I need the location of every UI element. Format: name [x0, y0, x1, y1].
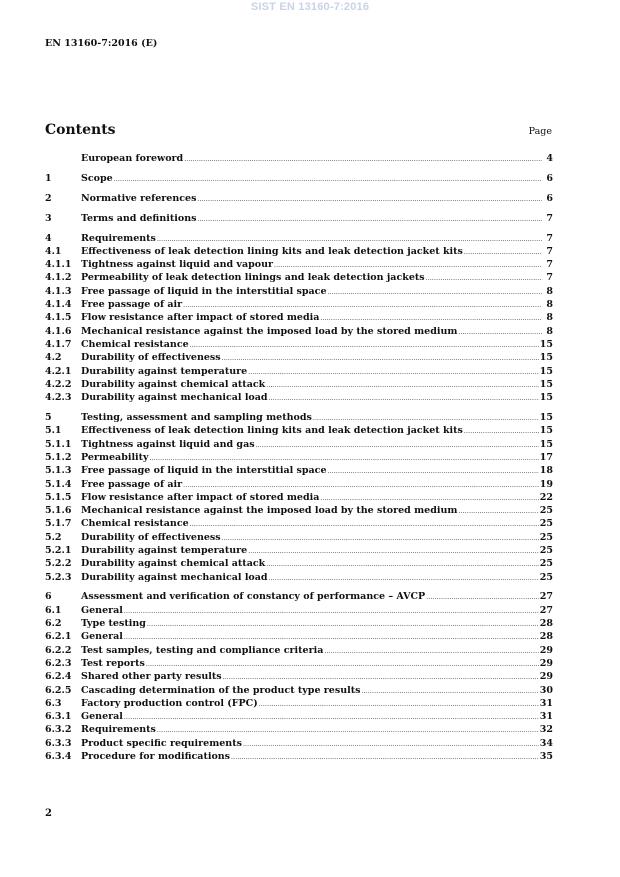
toc-entry-page: 15 — [539, 338, 553, 350]
toc-dot-leader — [146, 661, 539, 668]
toc-dot-leader — [222, 355, 539, 362]
toc-entry-page: 7 — [546, 272, 553, 284]
toc-entry-page: 15 — [539, 365, 553, 377]
toc-entry-title: Chemical resistance — [81, 518, 189, 530]
toc-entry-number: 5.1.3 — [45, 465, 72, 477]
toc-entry-title: Free passage of liquid in the interstitial space — [81, 285, 327, 297]
toc-entry-title: General — [81, 711, 123, 723]
toc-dot-leader — [320, 495, 538, 502]
toc-entry[interactable] — [45, 465, 553, 478]
toc-entry[interactable] — [45, 246, 553, 259]
toc-entry[interactable] — [45, 392, 553, 405]
toc-dot-leader — [223, 674, 539, 681]
toc-entry-page: 25 — [539, 544, 553, 556]
toc-dot-leader — [183, 482, 539, 489]
toc-entry-number: 5.1 — [45, 425, 62, 437]
toc-entry-page: 31 — [539, 697, 553, 709]
toc-entry[interactable] — [45, 339, 553, 352]
toc-entry-page: 27 — [539, 604, 553, 616]
toc-entry-page: 4 — [546, 153, 553, 164]
contents-title: Contents — [45, 122, 116, 138]
toc-entry-page: 15 — [539, 412, 553, 424]
toc-entry-number: 4.1.6 — [45, 325, 72, 337]
toc-dot-leader — [248, 369, 539, 376]
toc-entry-number: 3 — [45, 212, 52, 224]
toc-dot-leader — [313, 415, 539, 422]
toc-entry-number: 4.2.1 — [45, 365, 72, 377]
toc-entry-title: Free passage of air — [81, 299, 183, 311]
toc-entry[interactable] — [45, 412, 553, 425]
toc-entry-page: 17 — [539, 451, 553, 463]
toc-entry[interactable] — [45, 439, 553, 452]
toc-entry[interactable] — [45, 352, 553, 365]
toc-entry-title: Durability against chemical attack — [81, 558, 266, 570]
toc-entry[interactable] — [45, 379, 553, 392]
toc-entry-page: 35 — [539, 751, 553, 763]
toc-entry-number: 6.2.2 — [45, 644, 72, 656]
toc-entry-number: 5.2.2 — [45, 558, 72, 570]
toc-entry[interactable] — [45, 545, 553, 558]
toc-entry-number: 6.3.4 — [45, 751, 72, 763]
toc-entry-title: Durability against temperature — [81, 365, 248, 377]
toc-dot-leader — [328, 289, 543, 296]
toc-entry[interactable] — [45, 738, 553, 751]
toc-entry-title: Chemical resistance — [81, 338, 189, 350]
toc-entry-page: 29 — [539, 657, 553, 669]
toc-entry-title: Testing, assessment and sampling methods — [81, 412, 312, 424]
toc-entry[interactable] — [45, 572, 553, 585]
toc-entry[interactable] — [45, 658, 553, 671]
toc-entry-number: 6.2.5 — [45, 684, 72, 696]
toc-entry-title: Procedure for modifications — [81, 751, 231, 763]
toc-entry[interactable] — [45, 259, 553, 272]
toc-entry-title: Mechanical resistance against the imposed load by the stored medium — [81, 325, 458, 337]
toc-entry[interactable] — [45, 532, 553, 545]
toc-entry-page: 19 — [539, 478, 553, 490]
toc-entry-number: 1 — [45, 172, 52, 184]
toc-entry[interactable] — [45, 631, 553, 644]
toc-entry-number: 5.1.2 — [45, 451, 72, 463]
toc-dot-leader — [256, 442, 539, 449]
toc-entry-number: 5.2.3 — [45, 571, 72, 583]
toc-entry-number: 5 — [45, 412, 52, 424]
toc-entry[interactable] — [45, 233, 553, 246]
toc-dot-leader — [184, 156, 542, 163]
toc-dot-leader — [190, 521, 539, 528]
watermark-text: SIST EN 13160-7:2016 — [250, 1, 370, 13]
toc-dot-leader — [269, 395, 539, 402]
toc-dot-leader — [157, 727, 539, 734]
toc-entry[interactable] — [45, 452, 553, 465]
toc-entry-number: 5.1.1 — [45, 438, 72, 450]
toc-entry-number: 5.1.6 — [45, 505, 72, 517]
toc-entry-title: Tightness against liquid and vapour — [81, 259, 273, 271]
toc-entry-number: 4.1.3 — [45, 285, 72, 297]
toc-entry-number: 4.2.2 — [45, 378, 72, 390]
toc-dot-leader — [124, 714, 539, 721]
toc-entry[interactable] — [45, 518, 553, 531]
toc-entry-title: General — [81, 631, 123, 643]
toc-entry-number: 6.2 — [45, 618, 62, 630]
toc-entry[interactable] — [45, 366, 553, 379]
toc-entry-page: 28 — [539, 618, 553, 630]
toc-entry[interactable] — [45, 685, 553, 698]
toc-entry-title: Flow resistance after impact of stored media — [81, 491, 320, 503]
toc-entry-page: 15 — [539, 425, 553, 437]
toc-entry-number: 4.1.2 — [45, 272, 72, 284]
toc-entry-title: Durability of effectiveness — [81, 531, 221, 543]
toc-entry[interactable] — [45, 425, 553, 438]
toc-entry-page: 27 — [539, 591, 553, 603]
toc-entry-number: 6.3.1 — [45, 711, 72, 723]
toc-entry-number: 6.2.4 — [45, 671, 72, 683]
toc-entry[interactable] — [45, 698, 553, 711]
toc-entry[interactable] — [45, 724, 553, 737]
toc-entry-page: 22 — [539, 491, 553, 503]
toc-dot-leader — [243, 741, 539, 748]
toc-entry-number: 6.3 — [45, 697, 62, 709]
toc-entry[interactable] — [45, 751, 553, 764]
toc-entry[interactable] — [45, 326, 553, 339]
toc-dot-leader — [266, 382, 539, 389]
page-column-label: Page — [528, 126, 552, 137]
toc-entry-page: 6 — [546, 192, 553, 204]
toc-entry-page: 25 — [539, 518, 553, 530]
toc-dot-leader — [320, 315, 542, 322]
toc-entry-page: 29 — [539, 644, 553, 656]
toc-entry-page: 30 — [539, 684, 553, 696]
toc-entry[interactable] — [45, 479, 553, 492]
toc-entry-page: 6 — [546, 172, 553, 184]
toc-dot-leader — [124, 608, 539, 615]
toc-entry-page: 34 — [539, 737, 553, 749]
toc-dot-leader — [426, 594, 539, 601]
toc-entry-page: 28 — [539, 631, 553, 643]
toc-entry-number: 6 — [45, 591, 52, 603]
toc-entry-title: General — [81, 604, 123, 616]
toc-entry-page: 8 — [546, 299, 553, 311]
toc-entry-title: Durability against chemical attack — [81, 378, 266, 390]
toc-entry-page: 25 — [539, 571, 553, 583]
toc-entry-title: Durability against mechanical load — [81, 571, 268, 583]
toc-entry[interactable] — [45, 173, 553, 186]
toc-entry-page: 7 — [546, 245, 553, 257]
toc-dot-leader — [197, 196, 542, 203]
toc-entry-title: Assessment and verification of constancy of performance – AVCP — [81, 591, 426, 603]
toc-entry-page: 8 — [546, 285, 553, 297]
toc-entry-page: 31 — [539, 711, 553, 723]
toc-entry-title: Scope — [81, 172, 113, 184]
toc-entry-title: Test samples, testing and compliance criteria — [81, 644, 324, 656]
toc-entry-page: 15 — [539, 392, 553, 404]
toc-dot-leader — [231, 754, 539, 761]
toc-entry-page: 25 — [539, 558, 553, 570]
toc-entry-number: 4.1.5 — [45, 312, 72, 324]
toc-entry-title: European foreword — [81, 153, 184, 164]
toc-entry-number: 6.3.2 — [45, 724, 72, 736]
toc-entry-title: Permeability — [81, 451, 149, 463]
toc-entry[interactable] — [45, 213, 553, 226]
toc-entry-title: Mechanical resistance against the imposed load by the stored medium — [81, 505, 458, 517]
toc-entry[interactable] — [45, 558, 553, 571]
toc-entry-title: Durability against mechanical load — [81, 392, 268, 404]
toc-entry-number: 5.2 — [45, 531, 62, 543]
toc-dot-leader — [222, 535, 539, 542]
toc-entry-number: 6.3.3 — [45, 737, 72, 749]
toc-entry-number: 4.2.3 — [45, 392, 72, 404]
toc-entry[interactable] — [45, 312, 553, 325]
page-number: 2 — [45, 808, 52, 819]
toc-dot-leader — [328, 468, 539, 475]
toc-entry-page: 7 — [546, 212, 553, 224]
toc-entry[interactable] — [45, 492, 553, 505]
toc-entry-number: 6.2.1 — [45, 631, 72, 643]
toc-dot-leader — [124, 634, 539, 641]
toc-entry[interactable] — [45, 591, 553, 604]
toc-entry-number: 4.2 — [45, 352, 62, 364]
toc-entry-title: Durability of effectiveness — [81, 352, 221, 364]
toc-dot-leader — [157, 236, 542, 243]
toc-entry-number: 4 — [45, 232, 52, 244]
toc-entry-title: Test reports — [81, 657, 145, 669]
toc-dot-leader — [147, 621, 539, 628]
toc-entry-title: Requirements — [81, 724, 156, 736]
toc-dot-leader — [248, 548, 539, 555]
toc-entry[interactable] — [45, 671, 553, 684]
toc-dot-leader — [259, 701, 539, 708]
toc-entry-page: 25 — [539, 505, 553, 517]
toc-entry-title: Factory production control (FPC) — [81, 697, 258, 709]
toc-entry-title: Shared other party results — [81, 671, 222, 683]
toc-entry-title: Normative references — [81, 192, 197, 204]
toc-entry-title: Type testing — [81, 618, 146, 630]
toc-entry-page: 7 — [546, 259, 553, 271]
toc-dot-leader — [464, 428, 539, 435]
toc-dot-leader — [361, 688, 538, 695]
toc-entry-title: Product specific requirements — [81, 737, 242, 749]
toc-entry[interactable] — [45, 153, 553, 166]
toc-entry-page: 32 — [539, 724, 553, 736]
toc-entry-page: 29 — [539, 671, 553, 683]
toc-dot-leader — [150, 455, 539, 462]
toc-entry-number: 5.1.4 — [45, 478, 72, 490]
toc-entry-title: Permeability of leak detection linings and leak detection jackets — [81, 272, 425, 284]
toc-entry-page: 15 — [539, 438, 553, 450]
toc-entry-page: 7 — [546, 232, 553, 244]
toc-dot-leader — [324, 648, 538, 655]
toc-entry-number: 4.1.7 — [45, 338, 72, 350]
toc-dot-leader — [183, 302, 542, 309]
toc-entry-number: 5.1.7 — [45, 518, 72, 530]
toc-entry-title: Terms and definitions — [81, 212, 197, 224]
toc-dot-leader — [426, 275, 542, 282]
toc-dot-leader — [464, 249, 542, 256]
toc-entry-title: Free passage of liquid in the interstitial space — [81, 465, 327, 477]
toc-entry-title: Free passage of air — [81, 478, 183, 490]
standard-header: EN 13160-7:2016 (E) — [45, 38, 158, 49]
table-of-contents — [45, 153, 553, 764]
toc-dot-leader — [458, 508, 538, 515]
toc-entry-title: Cascading determination of the product type results — [81, 684, 361, 696]
toc-entry-title: Durability against temperature — [81, 544, 248, 556]
toc-entry[interactable] — [45, 605, 553, 618]
toc-dot-leader — [269, 575, 539, 582]
toc-dot-leader — [458, 329, 542, 336]
toc-entry-page: 8 — [546, 312, 553, 324]
toc-entry-title: Flow resistance after impact of stored media — [81, 312, 320, 324]
toc-entry-number: 5.2.1 — [45, 544, 72, 556]
toc-entry-page: 25 — [539, 531, 553, 543]
toc-entry-number: 4.1.1 — [45, 259, 72, 271]
toc-entry[interactable] — [45, 645, 553, 658]
toc-entry-page: 15 — [539, 352, 553, 364]
toc-dot-leader — [114, 176, 542, 183]
toc-entry-title: Tightness against liquid and gas — [81, 438, 255, 450]
toc-dot-leader — [266, 561, 539, 568]
toc-entry[interactable] — [45, 272, 553, 285]
toc-entry-title: Effectiveness of leak detection lining kits and leak detection jacket kits — [81, 425, 463, 437]
toc-entry-number: 2 — [45, 192, 52, 204]
toc-entry[interactable] — [45, 505, 553, 518]
toc-dot-leader — [190, 342, 539, 349]
toc-entry[interactable] — [45, 711, 553, 724]
toc-entry-title: Effectiveness of leak detection lining kits and leak detection jacket kits — [81, 245, 463, 257]
toc-entry-number: 4.1 — [45, 245, 62, 257]
toc-entry-number: 6.2.3 — [45, 657, 72, 669]
toc-entry[interactable] — [45, 286, 553, 299]
toc-dot-leader — [274, 262, 542, 269]
toc-entry-page: 8 — [546, 325, 553, 337]
toc-entry-number: 4.1.4 — [45, 299, 72, 311]
toc-entry[interactable] — [45, 193, 553, 206]
toc-entry-number: 5.1.5 — [45, 491, 72, 503]
toc-dot-leader — [197, 216, 542, 223]
toc-entry[interactable] — [45, 299, 553, 312]
toc-entry-page: 15 — [539, 378, 553, 390]
toc-entry-number: 6.1 — [45, 604, 62, 616]
toc-entry[interactable] — [45, 618, 553, 631]
toc-entry-page: 18 — [539, 465, 553, 477]
toc-entry-title: Requirements — [81, 232, 156, 244]
